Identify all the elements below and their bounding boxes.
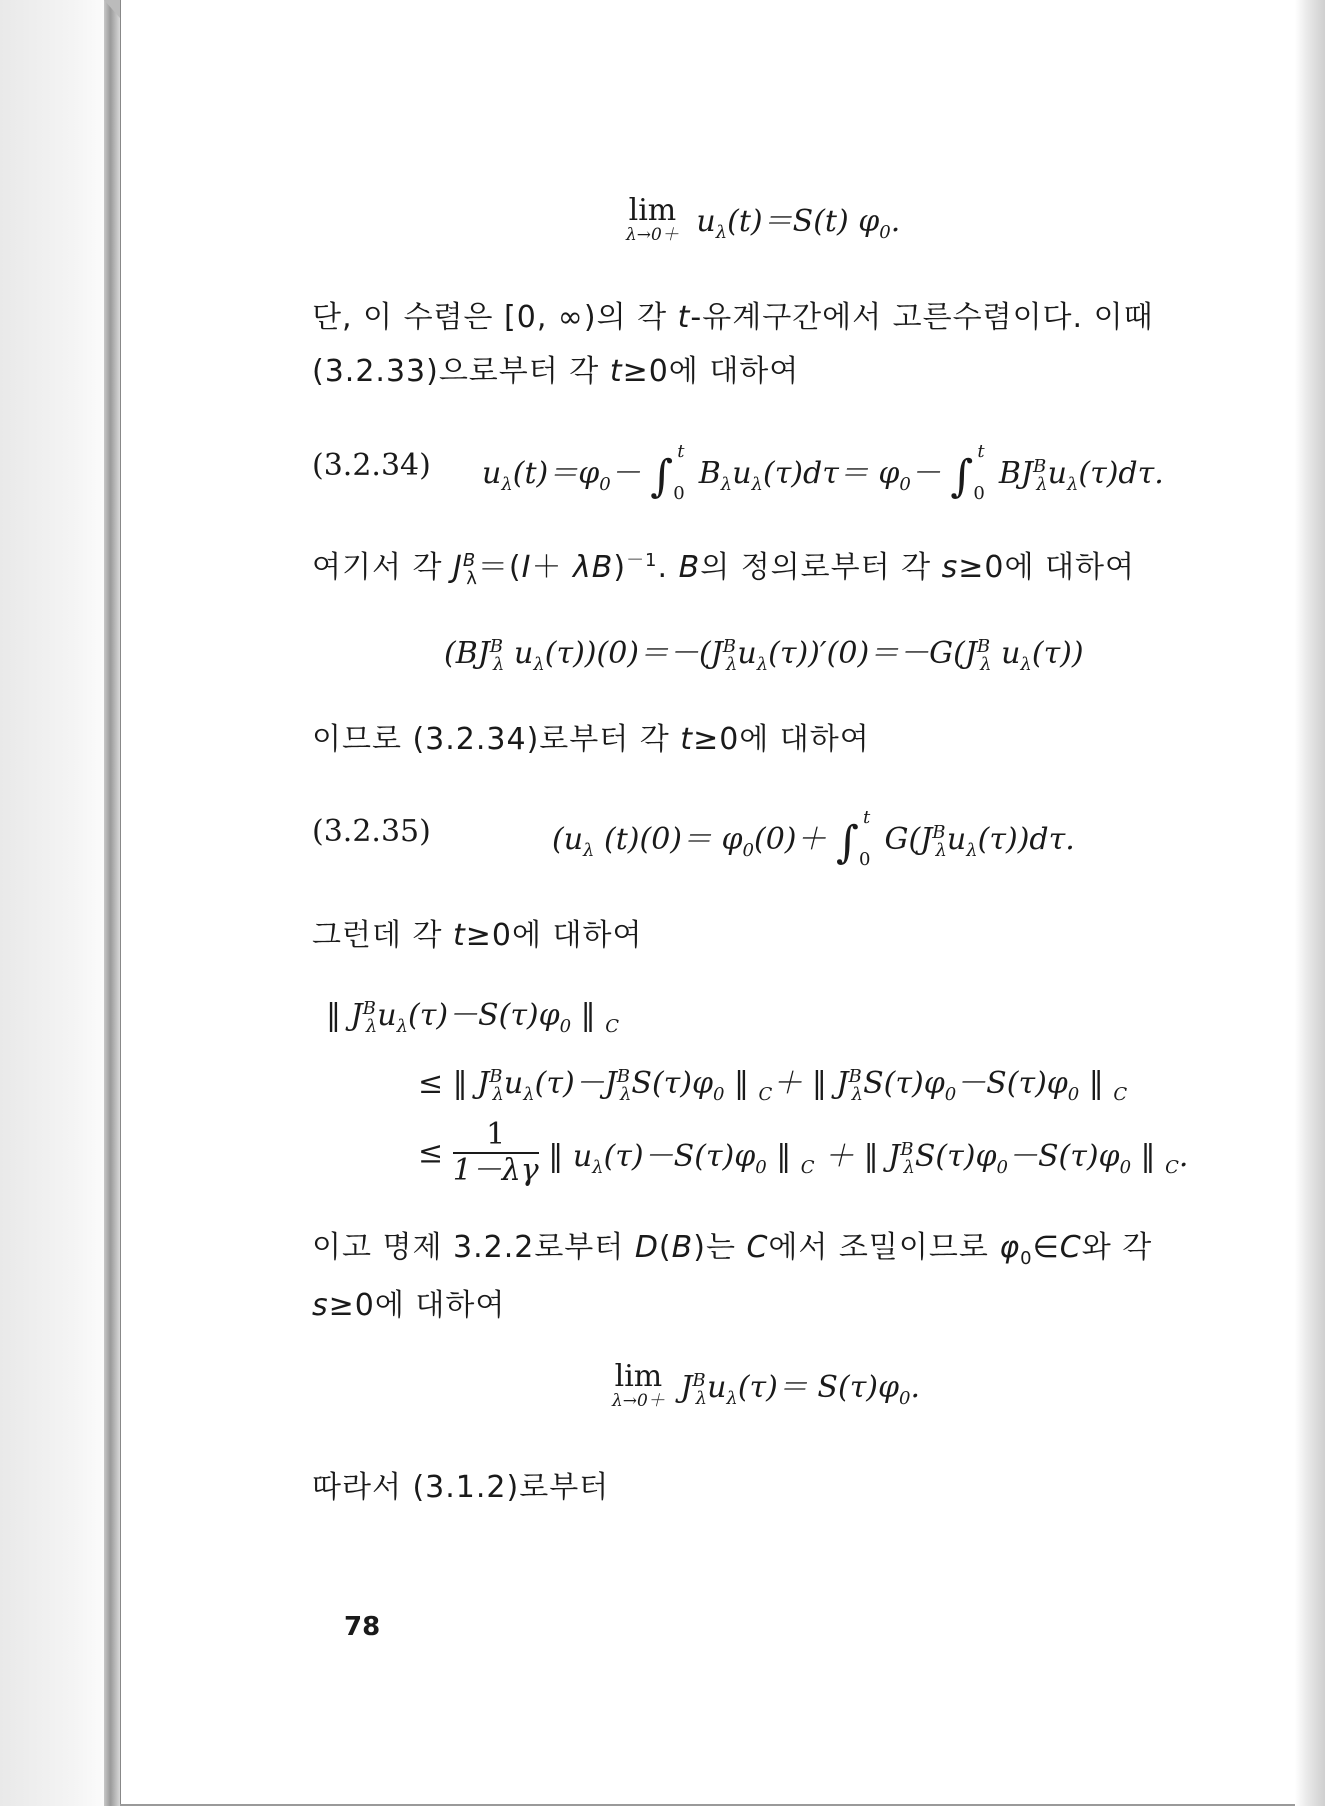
paragraph-3: 이므로 (3.2.34)로부터 각 t≥0에 대하여 bbox=[312, 722, 870, 757]
equation-3-2-35-lhs: ($u_\lambda$ $(t)(0)= \varphi_0(0)+$ bbox=[552, 822, 827, 861]
equation-3-2-34-lhs: $u_\lambda(t)=\varphi_0-$ bbox=[482, 456, 641, 495]
lim-operator: lim λ→0＋ bbox=[612, 1359, 665, 1411]
integral-sign: ∫ bbox=[650, 451, 674, 502]
norm-line-3 bbox=[418, 1118, 1188, 1188]
equation-lim-u bbox=[626, 193, 901, 245]
paragraph-4: 그런데 각 t≥0에 대하여 bbox=[312, 918, 643, 953]
equation-lim-J bbox=[612, 1359, 921, 1411]
fraction-denominator: 1－λγ bbox=[452, 1153, 539, 1188]
paragraph-2: 여기서 각 $J^B_\lambda=(I+ \lambda B)^{-1}$. B의 정의로부터 각 s≥0에 대하여 bbox=[312, 550, 1135, 589]
integral-limits: t 0 bbox=[858, 807, 871, 870]
equation-number-3-2-35: (3.2.35) bbox=[312, 814, 431, 849]
integral-limits: t 0 bbox=[973, 441, 985, 504]
paragraph-1-line-1: 단, 이 수렴은 [0, ∞)의 각 t-유계구간에서 고른수렴이다. 이때 bbox=[312, 300, 1154, 335]
equation-lim-u-body: $u_\lambda(t)=S(t)$ $\varphi_0$. bbox=[696, 204, 901, 243]
lim-operator: lim λ→0＋ bbox=[626, 193, 679, 245]
integral-sign: ∫ bbox=[950, 451, 974, 502]
page-number: 78 bbox=[344, 1612, 381, 1642]
fraction bbox=[453, 1118, 539, 1188]
equation-3-2-35 bbox=[552, 807, 1075, 870]
equation-lim-J-body: $J^B_\lambda u_\lambda(\tau)= S(\tau)\varphi_0$. bbox=[680, 1370, 921, 1409]
paragraph-5-line-1: 이고 명제 3.2.2로부터 D(B)는 C에서 조밀이므로 $\varphi_0\in C$와 각 bbox=[312, 1230, 1153, 1269]
paragraph-1-line-2: (3.2.33)으로부터 각 t≥0에 대하여 bbox=[312, 354, 800, 389]
integral-limits: t 0 bbox=[673, 441, 685, 504]
equation-3-2-34-integrand-1: $B_\lambda u_\lambda(\tau)d\tau= \varphi_0-$ bbox=[698, 456, 941, 495]
paragraph-5-line-2: s≥0에 대하여 bbox=[312, 1288, 506, 1323]
equation-number-3-2-34: (3.2.34) bbox=[312, 448, 431, 483]
integral-sign: ∫ bbox=[836, 817, 859, 868]
paragraph-6: 따라서 (3.1.2)로부터 bbox=[312, 1470, 610, 1505]
norm-line-1: ‖ $J^B_\lambda u_\lambda(\tau)-S(\tau)\varphi_0$ ‖ $_C$ bbox=[326, 998, 619, 1037]
norm-line-2: ≤ ‖ $J^B_\lambda u_\lambda(\tau)-J^B_\lambda S(\tau)\varphi_0$ ‖ $_C$＋ ‖ $J^B_\lambda S(\tau)\varphi_0-S(\tau)\varphi_0$ ‖ $_C$ bbox=[418, 1066, 1128, 1105]
norm-line-3-tail: ‖ $u_\lambda(\tau)-S(\tau)\varphi_0$ ‖ $_C$ ＋ ‖ $J^B_\lambda S(\tau)\varphi_0-S(\tau)\varphi_0$ ‖ $_C$. bbox=[548, 1139, 1189, 1178]
equation-3-2-34-integrand-2: $BJ^B_\lambda u_\lambda(\tau)d\tau$. bbox=[998, 456, 1164, 495]
leq-sign: ≤ bbox=[418, 1135, 444, 1171]
equation-BJ: ($BJ^B_\lambda$ $u_\lambda(\tau))(0)=-(J^B_\lambda u_\lambda(\tau))'(0)=-G(J^B_\lambda$ $u_\lambda(\tau)$) bbox=[444, 636, 1084, 675]
equation-3-2-34 bbox=[482, 441, 1164, 504]
equation-3-2-35-rhs: $G(J^B_\lambda u_\lambda(\tau))d\tau$. bbox=[884, 822, 1075, 861]
fraction-numerator: 1 bbox=[453, 1118, 539, 1154]
